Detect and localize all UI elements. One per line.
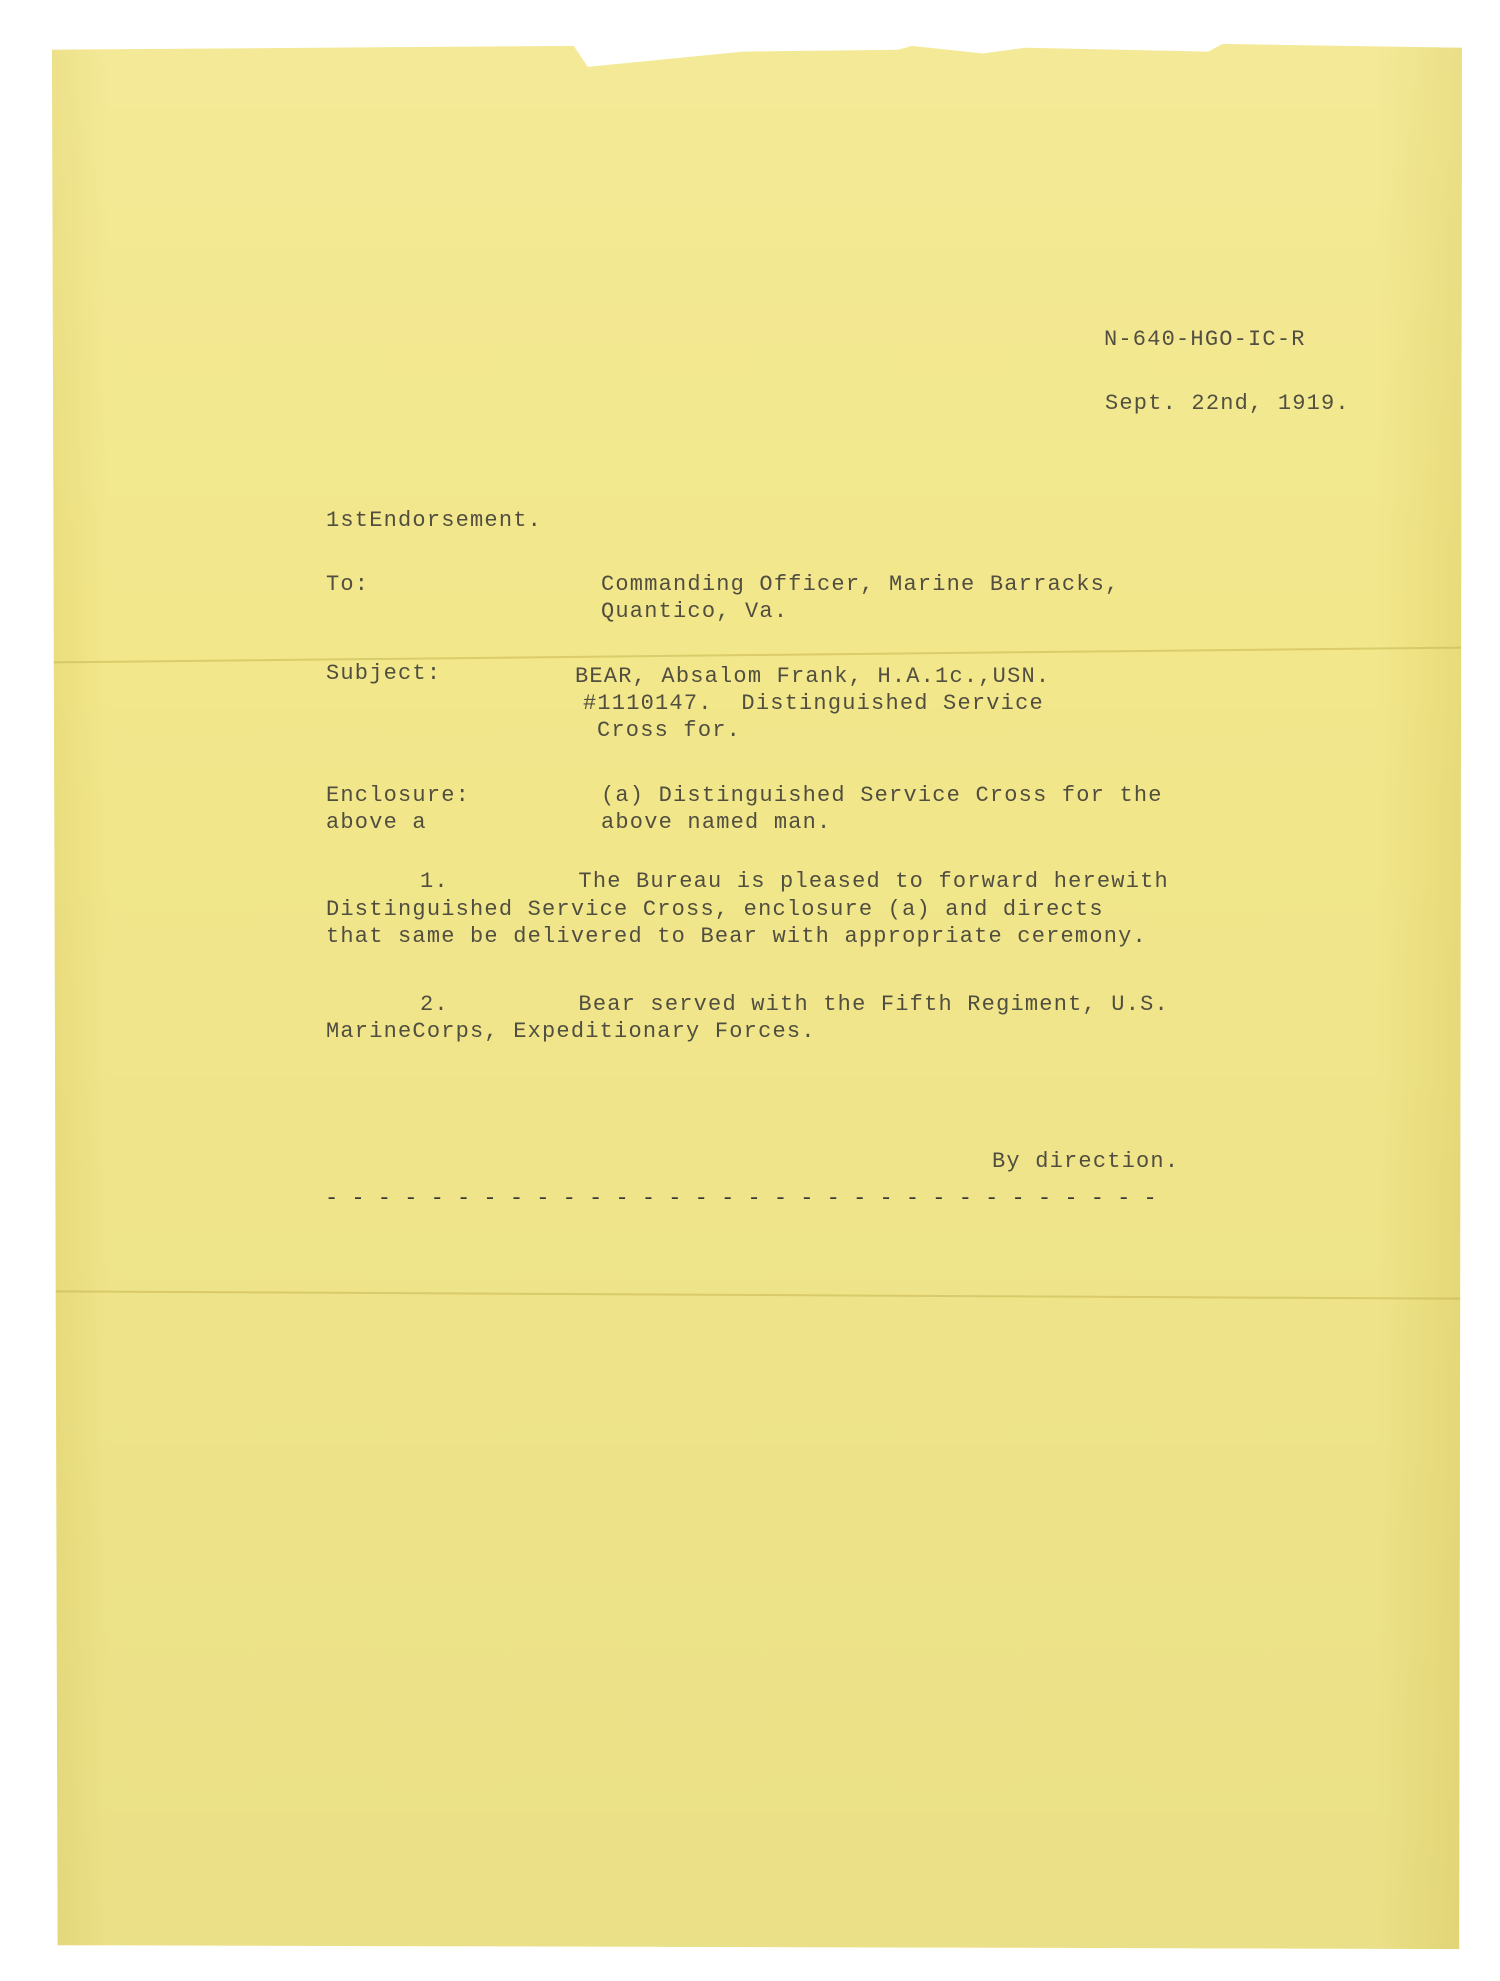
paper-crease xyxy=(52,647,1462,664)
subject-label: Subject: xyxy=(326,661,442,686)
subject-line-1: BEAR, Absalom Frank, H.A.1c.,USN. xyxy=(575,664,1051,689)
paragraph-1-line-1: 1. The Bureau is pleased to forward herewith xyxy=(420,869,1169,894)
subject-line-2: #1110147. Distinguished Service xyxy=(583,691,1044,716)
paragraph-1-line-3: that same be delivered to Bear with appropriate ceremony. xyxy=(326,924,1147,949)
subject-line-3: Cross for. xyxy=(597,718,742,743)
file-number: N-640-HGO-IC-R xyxy=(1104,327,1306,352)
paper-crease xyxy=(52,1290,1462,1299)
enclosure-label-1: Enclosure: xyxy=(326,783,471,808)
enclosure-line-1: (a) Distinguished Service Cross for the xyxy=(601,783,1163,808)
dashed-divider: - - - - - - - - - - - - - - - - - - - - - - - - - - - - - - - - xyxy=(325,1186,1157,1211)
enclosure-line-2: above named man. xyxy=(601,810,832,835)
signature-line: By direction. xyxy=(992,1149,1180,1174)
to-line-2: Quantico, Va. xyxy=(601,599,789,624)
endorsement-heading: 1stEndorsement. xyxy=(326,508,543,533)
document-date: Sept. 22nd, 1919. xyxy=(1105,391,1350,416)
paragraph-1-line-2: Distinguished Service Cross, enclosure (a) and directs xyxy=(326,897,1104,922)
paragraph-2-line-1: 2. Bear served with the Fifth Regiment, U.S. xyxy=(420,992,1169,1017)
to-label: To: xyxy=(326,572,370,597)
enclosure-label-2: above a xyxy=(326,810,427,835)
to-line-1: Commanding Officer, Marine Barracks, xyxy=(601,572,1120,597)
paragraph-2-line-2: MarineCorps, Expeditionary Forces. xyxy=(326,1019,816,1044)
